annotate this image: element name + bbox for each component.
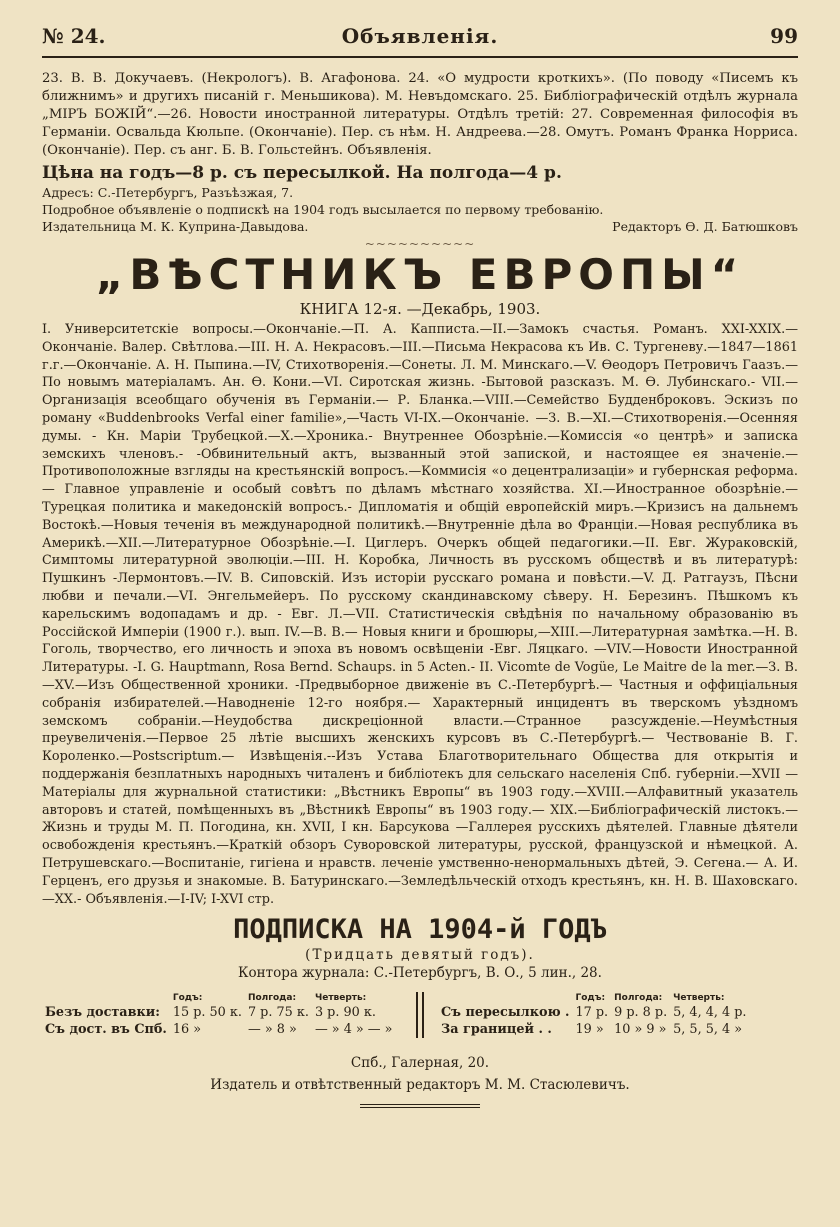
mir-bozhiy-credits (42, 218, 798, 235)
subscription-publisher: Издатель и отвѣтственный редакторъ М. М. Стасюлевичъ. (210, 1077, 630, 1094)
right-header-quarter: Четверть: (673, 993, 725, 1004)
left-header-quarter: Четверть: (314, 993, 367, 1004)
prices-right-table (438, 992, 749, 1038)
section-title: Объявленія. (341, 24, 499, 48)
vestnik-contents: I. Университетскіе вопросы.—Окончаніе.—П. А. Капписта.—II.—Замокъ счастья. Романъ. XXI-XXIX.—Окончаніе. Валер. Свѣтлова.—III. Н. А. Некрасовъ.—III.—Письма Некрасова къ Ив. С. Тургеневу.—1847—1861 г.г.—Окончаніе. А. Н. Пыпина.—IV, Стихотворенія.—Сонеты. Л. М. Минскаго.—V. Ѳеодоръ Петровичъ Гаазъ.—По новымъ матеріаламъ. Ан. Ѳ. Кони.—VI. Сиротская жизнь. -Бытовой разсказъ. М. Ѳ. Лубинскаго.- VII.—Организація всеобщаго обученія въ Германіи.— Р. Бланка.—VIII.—Семейство Будденброковъ. Эскизъ по роману «Buddenbrooks Verfal einer familie»,—Часть VI-IX.—Окончаніе. —З. В.—XI.—Стихотворенія.—Осенняя думы. - Кн. Маріи Трубецкой.—X.—Хроника.- Внутреннее Обозрѣніе.—Комиссія «о центрѣ» и записка земскихъ членовъ.- -Обвинительный актъ, вызванный этой запиской, и настоящее ея значеніе.—Противоположные взгляды на крестьянскій вопросъ.—Коммисія «о децентрализаціи» и губернская реформа.— Главное управленіе и особый совѣтъ по дѣламъ мѣстнаго хозяйства. XI.—Иностранное обозрѣніе.— Турецкая политика и македонскій вопросъ.- Дипломатія и общій европейскій миръ.—Кризисъ на дальнемъ Востокѣ.—Новыя теченія въ международной политикѣ.—Внутренніе дѣла во Франціи.—Новая республика въ Америкѣ.—XII.—Литературное Обозрѣніе.—I. Циглеръ. Очеркъ общей педагогики.—II. Евг. Жураковскій, Симптомы литературной эволюціи.—III. Н. Коробка, Личность въ русскомъ обществѣ и въ литературѣ: Пушкинъ -Лермонтовъ.—IV. В. Сиповскій. Изъ исторіи русскаго романа и повѣсти.—V. Д. Ратгаузъ, Пѣсни любви и печали.—VI. Энгельмейеръ. По русскому скандинавскому сѣверу. Н. Березинъ. Пѣшкомъ къ карельскимъ водопадамъ и др. - Евг. Л.—VII. Статистическія свѣдѣнія по начальному образованію въ Россійской Имперіи (1900 г.). вып. IV.—В. В.— Новыя книги и брошюры,—XIII.—Литературная замѣтка.—Н. В. Гоголь, творчество, его личность и эпоха въ новомъ освѣщеніи -Евг. Ляцкаго. —VIV.—Новости Иностранной Литературы. -I. G. Hauptmann, Rosa Bernd. Schaups. in 5 Acten.- II. Vicomte de Vogüe, Le Maitre de la mer.—З. В.—XV.—Изъ Общественной хроники. -Предвыборное движеніе въ С.-Петербургѣ.— Частныя и оффиціальныя собранія избирателей.—Наводненіе 12-го ноября.— Характерный инцидентъ въ тверскомъ уѣздномъ земскомъ собраніи.—Неудобства дискреціонной власти.—Странное разсужденіе.—Неумѣстныя преувеличенія.—Первое 25 лѣтіе высшихъ женскихъ курсовъ въ С.-Петербургѣ.— Чествованіе В. Г. Короленко.—Postscriptum.— Извѣщенія.--Изъ Устава Благотворительнаго Общества для открытія и поддержанія безплатныхъ народныхъ читаленъ и библіотекъ для сельскаго населенія Спб. губерніи.—XVII — Матеріалы для журнальной статистики: „Вѣстникъ Европы“ въ 1903 году.—XVIII.—Алфавитный указатель авторовъ и статей, помѣщенныхъ въ „Вѣстникѣ Европы“ въ 1903 году.— XIX.—Библіографическій листокъ.— Жизнь и труды М. П. Погодина, кн. XVII, I кн. Барсукова —Галлерея русскихъ дѣятелей. Главные дѣятели освобожденія крестьянъ.—Краткій обзоръ Суворовской литературы, русской, французской и нѣмецкой. А. Петрушевскаго.—Воспитаніе, гигіена и нравств. леченіе умственно-ненормальныхъ дѣтей, Э. Сегена.— А. И. Герценъ, его друзья и знакомые. В. Батуринскаго.—Земледѣльческій отходъ крестьянъ, кн. Н. В. Шаховскаго.—XX.- Объявленія.—I-IV; I-XVI стр. (42, 322, 798, 907)
subscription-footer (42, 1052, 798, 1108)
header-rule (42, 56, 798, 58)
footer-rule (360, 1104, 480, 1108)
subscription-city: Спб., Галерная, 20. (350, 1055, 490, 1072)
column-divider (416, 992, 424, 1038)
mir-bozhiy-details: Подробное объявленіе о подпискѣ на 1904 годъ высылается по первому требованію. (42, 202, 604, 217)
table-row: За границей . . 19 » 10 » 9 » 5, 5, 5, 4 » (441, 1022, 743, 1038)
right-header-year: Годъ: (575, 993, 606, 1004)
vestnik-title: „ВѢСТНИКЪ ЕВРОПЫ“ (95, 250, 745, 299)
ornament-divider: ~~~~~~~~~~ (364, 237, 476, 251)
mir-bozhiy-contents: 23. В. В. Докучаевъ. (Некрологъ). В. Агафонова. 24. «О мудрости кроткихъ». (По поводу «Писемъ къ ближнимъ» и другихъ писаній г. Меньшикова). М. Невъдомскаго. 25. Библіографическій отдѣлъ журнала „МІРЪ БОЖІЙ“.—26. Новости иностранной литературы. Отдѣлъ третій: 27. Современная философія въ Германіи. Освальда Кюльпе. (Окончаніе). Пер. съ нѣм. Н. Андреева.—28. Омутъ. Романъ Франка Норриса. (Окончаніе). Пер. съ анг. Б. В. Гольстейнъ. Объявленія. (42, 71, 798, 158)
table-row: Съ пересылкою . 17 р. 9 р. 8 р. 5, 4, 4, 4 р. (441, 1005, 747, 1021)
mir-bozhiy-publisher: Издательница М. К. Куприна-Давыдова. (42, 219, 309, 234)
left-header-year: Годъ: (172, 993, 203, 1004)
page-header (42, 24, 798, 54)
issue-number: № 24. (42, 24, 106, 48)
subscription-prices (42, 992, 798, 1038)
prices-left-table (42, 992, 396, 1038)
table-row: Съ дост. въ Спб. 16 » — » 8 » — » 4 » — » (45, 1022, 393, 1038)
mir-bozhiy-price: Цѣна на годъ—8 р. съ пересылкой. На полгода—4 р. (42, 163, 562, 183)
mir-bozhiy-address: Адресъ: С.-Петербургъ, Разъѣзжая, 7. (42, 185, 294, 200)
subscription-title: ПОДПИСКА НА 1904-й ГОДЪ (233, 914, 607, 946)
mir-bozhiy-editor: Редакторъ Ѳ. Д. Батюшковъ (612, 219, 798, 234)
prices-right (438, 992, 798, 1038)
subscription-office: Контора журнала: С.-Петербургъ, В. О., 5 лин., 28. (238, 965, 602, 982)
right-header-half: Полгода: (614, 993, 663, 1004)
table-row: Безъ доставки: 15 р. 50 к. 7 р. 75 к. 3 р. 90 к. (45, 1005, 376, 1021)
left-header-half: Полгода: (247, 993, 297, 1004)
vestnik-issue: КНИГА 12-я. —Декабрь, 1903. (299, 300, 541, 318)
page-number: 99 (770, 24, 798, 48)
subscription-subtitle: (Тридцать девятый годъ). (305, 947, 535, 964)
page-body (42, 70, 798, 1108)
prices-left (42, 992, 402, 1038)
